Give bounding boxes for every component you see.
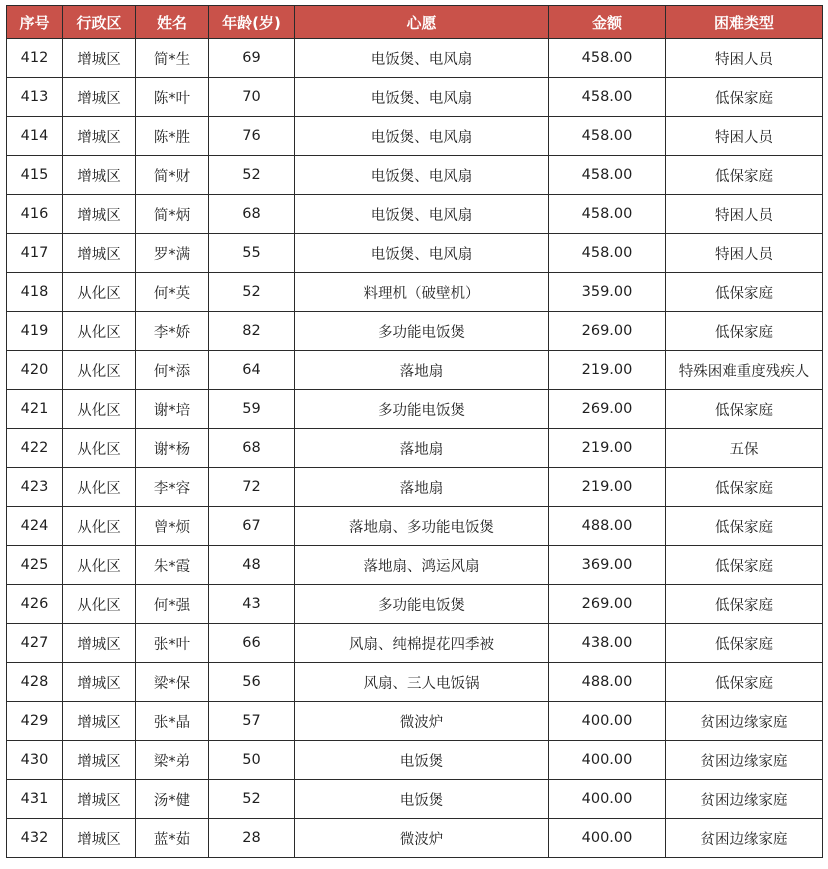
cell-amount: 458.00 xyxy=(549,78,666,117)
wish-list-table xyxy=(6,5,823,858)
cell-wish: 微波炉 xyxy=(295,702,549,741)
table-row xyxy=(7,546,823,585)
cell-hardship-type: 贫困边缘家庭 xyxy=(666,702,823,741)
cell-district: 从化区 xyxy=(63,507,136,546)
cell-name: 张*叶 xyxy=(136,624,209,663)
cell-wish: 微波炉 xyxy=(295,819,549,858)
cell-age: 68 xyxy=(209,195,295,234)
table-row xyxy=(7,351,823,390)
cell-district: 从化区 xyxy=(63,429,136,468)
cell-hardship-type: 特困人员 xyxy=(666,195,823,234)
cell-serial-number: 418 xyxy=(7,273,63,312)
cell-name: 何*英 xyxy=(136,273,209,312)
cell-age: 52 xyxy=(209,156,295,195)
cell-amount: 219.00 xyxy=(549,351,666,390)
header-serial-number: 序号 xyxy=(7,6,63,39)
header-district: 行政区 xyxy=(63,6,136,39)
cell-wish: 料理机（破壁机） xyxy=(295,273,549,312)
cell-wish: 电饭煲、电风扇 xyxy=(295,78,549,117)
cell-amount: 400.00 xyxy=(549,702,666,741)
cell-wish: 落地扇、鸿运风扇 xyxy=(295,546,549,585)
cell-district: 增城区 xyxy=(63,234,136,273)
cell-district: 增城区 xyxy=(63,663,136,702)
cell-serial-number: 417 xyxy=(7,234,63,273)
cell-name: 谢*培 xyxy=(136,390,209,429)
cell-hardship-type: 贫困边缘家庭 xyxy=(666,780,823,819)
cell-serial-number: 413 xyxy=(7,78,63,117)
cell-age: 52 xyxy=(209,780,295,819)
table-row xyxy=(7,819,823,858)
cell-amount: 400.00 xyxy=(549,741,666,780)
table-row xyxy=(7,507,823,546)
cell-district: 增城区 xyxy=(63,741,136,780)
cell-age: 69 xyxy=(209,39,295,78)
cell-hardship-type: 特困人员 xyxy=(666,39,823,78)
cell-wish: 电饭煲、电风扇 xyxy=(295,117,549,156)
cell-amount: 269.00 xyxy=(549,585,666,624)
cell-serial-number: 421 xyxy=(7,390,63,429)
cell-wish: 电饭煲 xyxy=(295,780,549,819)
cell-amount: 488.00 xyxy=(549,663,666,702)
cell-age: 76 xyxy=(209,117,295,156)
cell-hardship-type: 低保家庭 xyxy=(666,468,823,507)
cell-hardship-type: 低保家庭 xyxy=(666,546,823,585)
cell-hardship-type: 低保家庭 xyxy=(666,624,823,663)
cell-name: 梁*保 xyxy=(136,663,209,702)
cell-amount: 359.00 xyxy=(549,273,666,312)
table-row xyxy=(7,663,823,702)
cell-age: 55 xyxy=(209,234,295,273)
cell-serial-number: 427 xyxy=(7,624,63,663)
table-row xyxy=(7,741,823,780)
cell-serial-number: 430 xyxy=(7,741,63,780)
cell-amount: 458.00 xyxy=(549,39,666,78)
table-row xyxy=(7,390,823,429)
cell-name: 曾*烦 xyxy=(136,507,209,546)
cell-age: 57 xyxy=(209,702,295,741)
cell-amount: 458.00 xyxy=(549,117,666,156)
cell-wish: 多功能电饭煲 xyxy=(295,390,549,429)
cell-name: 谢*杨 xyxy=(136,429,209,468)
cell-serial-number: 416 xyxy=(7,195,63,234)
cell-wish: 电饭煲、电风扇 xyxy=(295,156,549,195)
table-body xyxy=(7,39,823,858)
cell-amount: 458.00 xyxy=(549,156,666,195)
cell-name: 张*晶 xyxy=(136,702,209,741)
cell-amount: 219.00 xyxy=(549,468,666,507)
cell-name: 梁*弟 xyxy=(136,741,209,780)
cell-district: 从化区 xyxy=(63,585,136,624)
cell-hardship-type: 低保家庭 xyxy=(666,663,823,702)
cell-age: 70 xyxy=(209,78,295,117)
cell-age: 43 xyxy=(209,585,295,624)
cell-hardship-type: 低保家庭 xyxy=(666,312,823,351)
cell-wish: 电饭煲、电风扇 xyxy=(295,195,549,234)
cell-age: 72 xyxy=(209,468,295,507)
cell-district: 增城区 xyxy=(63,780,136,819)
cell-serial-number: 420 xyxy=(7,351,63,390)
cell-age: 66 xyxy=(209,624,295,663)
cell-age: 82 xyxy=(209,312,295,351)
cell-district: 增城区 xyxy=(63,78,136,117)
cell-amount: 269.00 xyxy=(549,312,666,351)
cell-serial-number: 431 xyxy=(7,780,63,819)
cell-district: 增城区 xyxy=(63,702,136,741)
cell-wish: 电饭煲、电风扇 xyxy=(295,234,549,273)
cell-wish: 电饭煲 xyxy=(295,741,549,780)
cell-district: 从化区 xyxy=(63,468,136,507)
cell-hardship-type: 低保家庭 xyxy=(666,156,823,195)
table-row xyxy=(7,156,823,195)
cell-serial-number: 432 xyxy=(7,819,63,858)
cell-serial-number: 422 xyxy=(7,429,63,468)
cell-district: 增城区 xyxy=(63,156,136,195)
cell-name: 李*娇 xyxy=(136,312,209,351)
table-row xyxy=(7,195,823,234)
cell-serial-number: 425 xyxy=(7,546,63,585)
cell-age: 67 xyxy=(209,507,295,546)
cell-name: 何*添 xyxy=(136,351,209,390)
cell-wish: 落地扇 xyxy=(295,468,549,507)
table-row xyxy=(7,312,823,351)
cell-wish: 落地扇 xyxy=(295,351,549,390)
cell-age: 64 xyxy=(209,351,295,390)
cell-name: 陈*叶 xyxy=(136,78,209,117)
cell-age: 28 xyxy=(209,819,295,858)
table-row xyxy=(7,429,823,468)
header-amount: 金额 xyxy=(549,6,666,39)
table-row xyxy=(7,78,823,117)
cell-hardship-type: 贫困边缘家庭 xyxy=(666,741,823,780)
cell-wish: 风扇、三人电饭锅 xyxy=(295,663,549,702)
cell-serial-number: 419 xyxy=(7,312,63,351)
cell-age: 50 xyxy=(209,741,295,780)
cell-name: 李*容 xyxy=(136,468,209,507)
cell-amount: 369.00 xyxy=(549,546,666,585)
cell-name: 汤*健 xyxy=(136,780,209,819)
cell-serial-number: 415 xyxy=(7,156,63,195)
cell-district: 增城区 xyxy=(63,624,136,663)
cell-serial-number: 428 xyxy=(7,663,63,702)
cell-hardship-type: 贫困边缘家庭 xyxy=(666,819,823,858)
cell-hardship-type: 低保家庭 xyxy=(666,390,823,429)
cell-name: 朱*霞 xyxy=(136,546,209,585)
cell-district: 从化区 xyxy=(63,390,136,429)
cell-serial-number: 429 xyxy=(7,702,63,741)
cell-serial-number: 414 xyxy=(7,117,63,156)
cell-wish: 落地扇 xyxy=(295,429,549,468)
cell-amount: 400.00 xyxy=(549,780,666,819)
cell-name: 蓝*茹 xyxy=(136,819,209,858)
cell-hardship-type: 低保家庭 xyxy=(666,78,823,117)
cell-serial-number: 424 xyxy=(7,507,63,546)
cell-amount: 400.00 xyxy=(549,819,666,858)
cell-name: 何*强 xyxy=(136,585,209,624)
wish-list-table-container xyxy=(6,5,822,858)
table-header-row xyxy=(7,6,823,39)
cell-name: 简*财 xyxy=(136,156,209,195)
cell-district: 从化区 xyxy=(63,351,136,390)
table-row xyxy=(7,234,823,273)
cell-district: 增城区 xyxy=(63,39,136,78)
cell-hardship-type: 特困人员 xyxy=(666,117,823,156)
cell-name: 简*生 xyxy=(136,39,209,78)
header-age: 年龄(岁) xyxy=(209,6,295,39)
cell-district: 从化区 xyxy=(63,273,136,312)
cell-hardship-type: 低保家庭 xyxy=(666,507,823,546)
cell-amount: 269.00 xyxy=(549,390,666,429)
header-name: 姓名 xyxy=(136,6,209,39)
cell-name: 简*炳 xyxy=(136,195,209,234)
cell-name: 罗*满 xyxy=(136,234,209,273)
cell-district: 增城区 xyxy=(63,117,136,156)
cell-amount: 219.00 xyxy=(549,429,666,468)
cell-age: 56 xyxy=(209,663,295,702)
cell-age: 68 xyxy=(209,429,295,468)
table-row xyxy=(7,780,823,819)
cell-hardship-type: 五保 xyxy=(666,429,823,468)
cell-serial-number: 426 xyxy=(7,585,63,624)
cell-amount: 458.00 xyxy=(549,195,666,234)
cell-district: 增城区 xyxy=(63,195,136,234)
table-row xyxy=(7,624,823,663)
cell-wish: 多功能电饭煲 xyxy=(295,312,549,351)
table-row xyxy=(7,468,823,507)
cell-hardship-type: 特困人员 xyxy=(666,234,823,273)
cell-wish: 电饭煲、电风扇 xyxy=(295,39,549,78)
cell-district: 从化区 xyxy=(63,312,136,351)
cell-hardship-type: 低保家庭 xyxy=(666,273,823,312)
cell-amount: 488.00 xyxy=(549,507,666,546)
table-row xyxy=(7,273,823,312)
header-hardship-type: 困难类型 xyxy=(666,6,823,39)
cell-wish: 多功能电饭煲 xyxy=(295,585,549,624)
table-row xyxy=(7,585,823,624)
cell-age: 48 xyxy=(209,546,295,585)
cell-wish: 落地扇、多功能电饭煲 xyxy=(295,507,549,546)
cell-hardship-type: 低保家庭 xyxy=(666,585,823,624)
cell-district: 增城区 xyxy=(63,819,136,858)
cell-age: 59 xyxy=(209,390,295,429)
table-row xyxy=(7,702,823,741)
cell-amount: 458.00 xyxy=(549,234,666,273)
cell-serial-number: 412 xyxy=(7,39,63,78)
cell-wish: 风扇、纯棉提花四季被 xyxy=(295,624,549,663)
table-row xyxy=(7,39,823,78)
table-row xyxy=(7,117,823,156)
cell-age: 52 xyxy=(209,273,295,312)
header-wish: 心愿 xyxy=(295,6,549,39)
cell-district: 从化区 xyxy=(63,546,136,585)
cell-amount: 438.00 xyxy=(549,624,666,663)
cell-hardship-type: 特殊困难重度残疾人 xyxy=(666,351,823,390)
cell-serial-number: 423 xyxy=(7,468,63,507)
cell-name: 陈*胜 xyxy=(136,117,209,156)
